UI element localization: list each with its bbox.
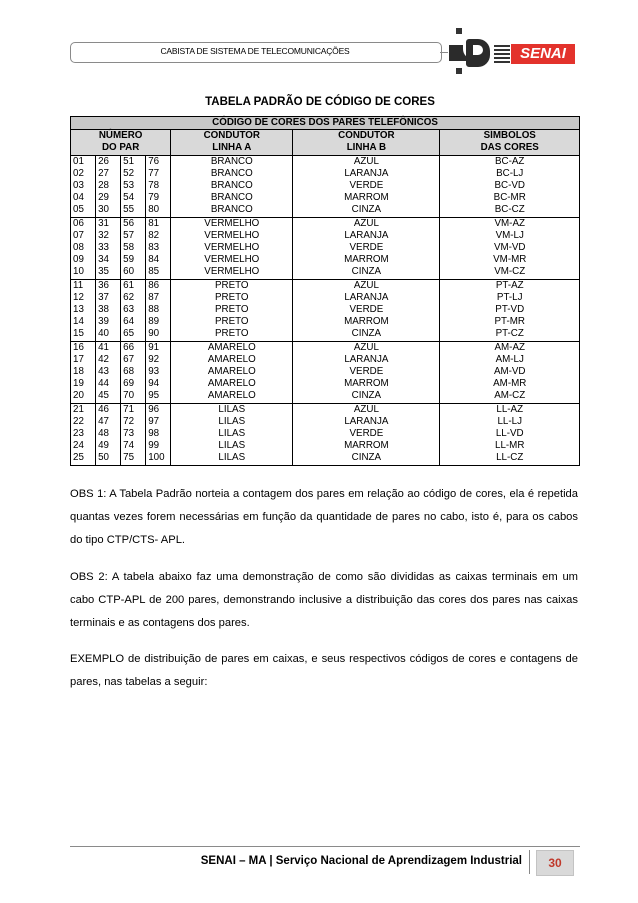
cell-par-4: 89 [146,316,171,328]
cell-simbolo: VM-LJ [440,230,580,242]
cell-par-4: 99 [146,440,171,452]
cell-par-2: 49 [96,440,121,452]
cell-par-4: 93 [146,366,171,378]
cell-par-2: 42 [96,354,121,366]
cell-par-3: 53 [121,180,146,192]
cell-simbolo: BC-MR [440,192,580,204]
header-condutor-b-line1: CONDUTOR [293,130,440,143]
cell-simbolo: AM-AZ [440,341,580,354]
table-row [71,292,580,304]
table-row [71,440,580,452]
table-title: TABELA PADRÃO DE CÓDIGO DE CORES [205,96,435,108]
footer-text: SENAI – MA | Serviço Nacional de Aprendizagem Industrial [200,855,522,867]
cell-simbolo: LL-CZ [440,452,580,465]
cell-condutor-b: AZUL [293,403,440,416]
cell-par-3: 75 [121,452,146,465]
header-simbolos-line2: DAS CORES [440,142,580,155]
cell-simbolo: VM-AZ [440,217,580,230]
cell-condutor-a: AMARELO [171,378,293,390]
cell-condutor-b: LARANJA [293,354,440,366]
cell-par-1: 18 [71,366,96,378]
cell-par-2: 46 [96,403,121,416]
cell-condutor-a: VERMELHO [171,230,293,242]
cell-par-1: 22 [71,416,96,428]
cell-condutor-a: AMARELO [171,390,293,403]
cell-par-1: 12 [71,292,96,304]
cell-par-1: 02 [71,168,96,180]
cell-par-4: 87 [146,292,171,304]
cell-par-3: 59 [121,254,146,266]
cell-condutor-b: LARANJA [293,292,440,304]
table-row [71,266,580,279]
cell-par-2: 31 [96,217,121,230]
cell-simbolo: AM-VD [440,366,580,378]
page-number: 30 [536,850,574,876]
cell-simbolo: BC-CZ [440,204,580,217]
cell-simbolo: AM-MR [440,378,580,390]
cell-par-2: 50 [96,452,121,465]
cell-par-1: 06 [71,217,96,230]
cell-condutor-a: VERMELHO [171,217,293,230]
cell-par-1: 05 [71,204,96,217]
cell-par-3: 60 [121,266,146,279]
cell-condutor-b: MARROM [293,254,440,266]
cell-condutor-b: LARANJA [293,416,440,428]
cell-condutor-b: VERDE [293,428,440,440]
cell-par-3: 63 [121,304,146,316]
cell-condutor-b: MARROM [293,316,440,328]
cell-par-4: 85 [146,266,171,279]
cell-par-2: 38 [96,304,121,316]
cell-condutor-b: VERDE [293,366,440,378]
cell-par-4: 94 [146,378,171,390]
cell-par-2: 29 [96,192,121,204]
cell-condutor-a: PRETO [171,304,293,316]
cell-par-1: 09 [71,254,96,266]
cell-par-3: 72 [121,416,146,428]
table-row [71,168,580,180]
cell-condutor-b: CINZA [293,266,440,279]
cell-par-2: 32 [96,230,121,242]
table-row [71,403,580,416]
cell-par-4: 90 [146,328,171,341]
senai-logo-text: SENAI [511,44,575,64]
logo-p-cut [473,45,483,55]
table-row [71,254,580,266]
cell-par-4: 81 [146,217,171,230]
cell-par-1: 24 [71,440,96,452]
cell-par-1: 19 [71,378,96,390]
cell-condutor-a: LILAS [171,416,293,428]
cell-condutor-b: CINZA [293,452,440,465]
cell-par-2: 34 [96,254,121,266]
cell-condutor-b: CINZA [293,390,440,403]
cell-simbolo: LL-VD [440,428,580,440]
cell-par-2: 33 [96,242,121,254]
cell-condutor-a: BRANCO [171,192,293,204]
cell-par-4: 97 [146,416,171,428]
cell-condutor-a: VERMELHO [171,242,293,254]
cell-simbolo: BC-AZ [440,155,580,168]
table-row [71,155,580,168]
cell-par-2: 40 [96,328,121,341]
cell-par-4: 86 [146,279,171,292]
cell-par-2: 30 [96,204,121,217]
cell-par-3: 61 [121,279,146,292]
cell-par-1: 10 [71,266,96,279]
cell-condutor-a: LILAS [171,452,293,465]
table-row [71,180,580,192]
cell-par-4: 77 [146,168,171,180]
cell-simbolo: LL-MR [440,440,580,452]
cell-par-1: 21 [71,403,96,416]
obs2-paragraph: OBS 2: A tabela abaixo faz uma demonstração de como são divididas as caixas terminais em um cabo CTP-APL de 200 pares, demonstrando inclusive a distribuição das cores dos pares nas caixas terminais e as contagens dos pares. [70,571,578,629]
cell-condutor-a: AMARELO [171,366,293,378]
cell-par-1: 07 [71,230,96,242]
cell-par-4: 88 [146,304,171,316]
cell-condutor-b: AZUL [293,341,440,354]
table-row [71,204,580,217]
cell-par-3: 71 [121,403,146,416]
cell-condutor-a: BRANCO [171,155,293,168]
cell-condutor-a: AMARELO [171,354,293,366]
cell-par-3: 66 [121,341,146,354]
cell-simbolo: BC-LJ [440,168,580,180]
cell-par-4: 98 [146,428,171,440]
cell-condutor-a: LILAS [171,428,293,440]
table-row [71,279,580,292]
cell-par-3: 62 [121,292,146,304]
cell-par-3: 67 [121,354,146,366]
cell-par-1: 20 [71,390,96,403]
cell-par-1: 13 [71,304,96,316]
cell-condutor-b: VERDE [293,180,440,192]
cell-par-3: 70 [121,390,146,403]
cell-par-2: 35 [96,266,121,279]
cell-condutor-a: BRANCO [171,168,293,180]
cell-par-1: 23 [71,428,96,440]
cell-par-1: 04 [71,192,96,204]
cell-condutor-b: CINZA [293,204,440,217]
cell-par-3: 51 [121,155,146,168]
cell-simbolo: VM-CZ [440,266,580,279]
cell-condutor-b: LARANJA [293,230,440,242]
cell-par-3: 68 [121,366,146,378]
cell-par-2: 26 [96,155,121,168]
cell-par-3: 73 [121,428,146,440]
cell-simbolo: LL-AZ [440,403,580,416]
cell-simbolo: PT-MR [440,316,580,328]
header-title: CABISTA DE SISTEMA DE TELECOMUNICAÇÕES [160,46,350,56]
cell-condutor-a: BRANCO [171,180,293,192]
cell-par-4: 82 [146,230,171,242]
table-row [71,452,580,465]
cell-par-3: 65 [121,328,146,341]
cell-par-2: 27 [96,168,121,180]
cell-par-4: 92 [146,354,171,366]
cell-par-2: 44 [96,378,121,390]
cell-par-1: 01 [71,155,96,168]
cell-par-4: 100 [146,452,171,465]
logo-dot-top-icon [456,28,462,34]
cell-simbolo: LL-LJ [440,416,580,428]
cell-par-1: 11 [71,279,96,292]
cell-condutor-b: AZUL [293,155,440,168]
cell-par-3: 64 [121,316,146,328]
cell-par-2: 37 [96,292,121,304]
cell-par-1: 14 [71,316,96,328]
cell-par-2: 48 [96,428,121,440]
cell-par-4: 78 [146,180,171,192]
color-code-table [70,116,580,466]
cell-simbolo: PT-CZ [440,328,580,341]
footer-separator [529,850,530,874]
header-simbolos-line1: SÍMBOLOS [440,130,580,143]
cell-simbolo: PT-VD [440,304,580,316]
exemplo-paragraph: EXEMPLO de distribuição de pares em caixas, e seus respectivos códigos de cores e contagens de pares, nas tabelas a seguir: [70,653,578,688]
cell-simbolo: VM-MR [440,254,580,266]
cell-par-4: 79 [146,192,171,204]
cell-par-4: 80 [146,204,171,217]
cell-par-1: 25 [71,452,96,465]
header-numero-line2: DO PAR [71,142,171,155]
cell-condutor-b: LARANJA [293,168,440,180]
cell-par-3: 52 [121,168,146,180]
cell-par-3: 69 [121,378,146,390]
header-numero-line1: NÚMERO [71,130,171,143]
cell-simbolo: PT-LJ [440,292,580,304]
footer-line [70,846,580,847]
table-row [71,328,580,341]
cell-par-4: 83 [146,242,171,254]
cell-condutor-a: BRANCO [171,204,293,217]
table-row [71,428,580,440]
cell-par-2: 43 [96,366,121,378]
cell-condutor-a: PRETO [171,292,293,304]
table-row [71,304,580,316]
cell-par-4: 96 [146,403,171,416]
table-row [71,230,580,242]
table-row [71,192,580,204]
cell-condutor-a: VERMELHO [171,254,293,266]
logo-stripe-icon [494,45,510,63]
cell-condutor-b: MARROM [293,378,440,390]
cell-par-4: 95 [146,390,171,403]
cell-par-2: 47 [96,416,121,428]
cell-par-3: 54 [121,192,146,204]
cell-par-1: 16 [71,341,96,354]
cell-par-1: 17 [71,354,96,366]
cell-par-2: 39 [96,316,121,328]
cell-par-3: 57 [121,230,146,242]
table-row [71,390,580,403]
cell-condutor-b: MARROM [293,440,440,452]
cell-condutor-b: VERDE [293,304,440,316]
cell-par-3: 56 [121,217,146,230]
cell-simbolo: PT-AZ [440,279,580,292]
table-row [71,366,580,378]
cell-condutor-a: AMARELO [171,341,293,354]
cell-condutor-a: LILAS [171,440,293,452]
table-row [71,217,580,230]
cell-condutor-a: PRETO [171,316,293,328]
cell-par-1: 03 [71,180,96,192]
cell-condutor-a: PRETO [171,328,293,341]
cell-condutor-b: CINZA [293,328,440,341]
cell-par-3: 55 [121,204,146,217]
table-row [71,378,580,390]
table-row [71,316,580,328]
cell-par-2: 45 [96,390,121,403]
cell-condutor-b: VERDE [293,242,440,254]
cell-condutor-a: VERMELHO [171,266,293,279]
cell-simbolo: AM-CZ [440,390,580,403]
table-row [71,242,580,254]
cell-par-4: 91 [146,341,171,354]
table-row [71,354,580,366]
cell-par-2: 28 [96,180,121,192]
cell-simbolo: BC-VD [440,180,580,192]
header-condutor-a-line1: CONDUTOR [171,130,293,143]
cell-condutor-a: LILAS [171,403,293,416]
cell-par-3: 74 [121,440,146,452]
cell-par-4: 84 [146,254,171,266]
logo-dot-bottom-icon [456,68,462,74]
cell-condutor-b: AZUL [293,279,440,292]
cell-par-2: 36 [96,279,121,292]
cell-par-1: 08 [71,242,96,254]
cell-simbolo: AM-LJ [440,354,580,366]
table-row [71,416,580,428]
cell-par-3: 58 [121,242,146,254]
header-condutor-b-line2: LINHA B [293,142,440,155]
cell-par-2: 41 [96,341,121,354]
table-row [71,341,580,354]
cell-condutor-b: AZUL [293,217,440,230]
table-subtitle: CÓDIGO DE CORES DOS PARES TELEFÔNICOS [71,117,580,130]
table-body [71,155,580,465]
cell-par-1: 15 [71,328,96,341]
obs1-paragraph: OBS 1: A Tabela Padrão norteia a contagem dos pares em relação ao código de cores, ela é repetida quantas vezes forem necessárias em função da quantidade de pares no cabo, isto é, para os cabos do tipo CTP/CTS- APL. [70,488,578,546]
cell-simbolo: VM-VD [440,242,580,254]
cell-condutor-a: PRETO [171,279,293,292]
cell-condutor-b: MARROM [293,192,440,204]
cell-par-4: 76 [146,155,171,168]
header-connector-line [440,52,448,53]
header-condutor-a-line2: LINHA A [171,142,293,155]
